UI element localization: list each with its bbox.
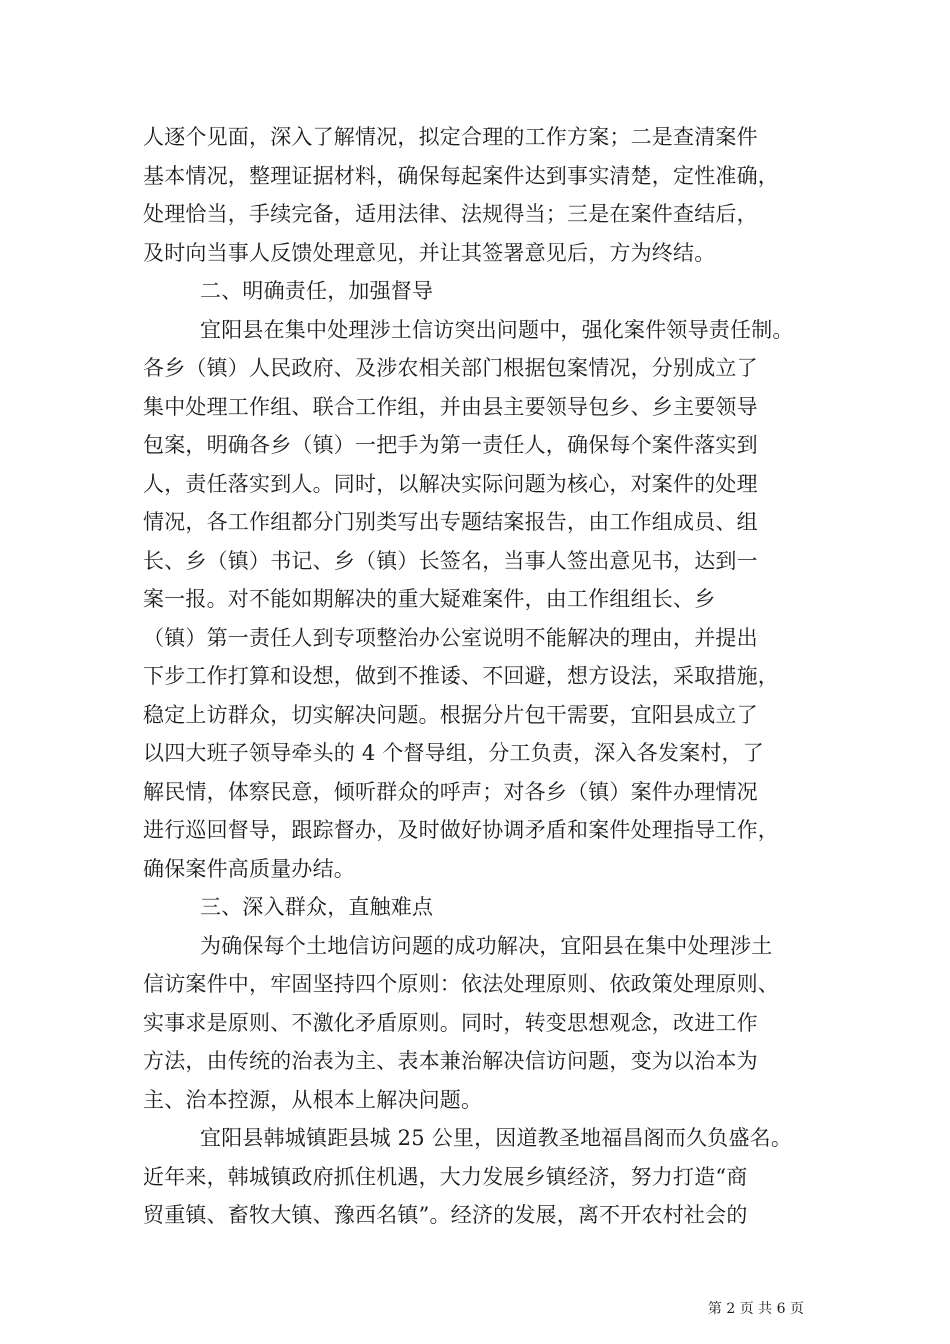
paragraph-first-line: 三、深入群众，直触难点 [200,895,434,919]
text-line: 案一报。对不能如期解决的重大疑难案件，由工作组组长、乡 [143,587,716,611]
text-line: 包案，明确各乡（镇）一把手为第一责任人，确保每个案件落实到 [143,433,758,457]
text-line: 各乡（镇）人民政府、及涉农相关部门根据包案情况，分别成立了 [143,356,758,380]
text-line: 人，责任落实到人。同时，以解决实际问题为核心，对案件的处理 [143,471,758,496]
text-line: 集中处理工作组、联合工作组，并由县主要领导包乡、乡主要领导 [143,394,758,419]
paragraph-first-line: 宜阳县在集中处理涉土信访突出问题中，强化案件领导责任制。 [200,317,794,342]
text-line: 下步工作打算和设想，做到不推诿、不回避，想方设法，采取措施， [143,664,779,688]
text-line: 基本情况，整理证据材料，确保每起案件达到事实清楚，定性准确， [143,163,779,188]
text-line: 确保案件高质量办结。 [143,856,355,881]
text-line: 信访案件中，牢固坚持四个原则：依法处理原则、依政策处理原则、 [143,972,779,996]
text-line: 长、乡（镇）书记、乡（镇）长签名，当事人签出意见书，达到一 [143,548,758,573]
text-line: 以四大班子领导牵头的 4 个督导组，分工负责，深入各发案村，了 [143,741,764,765]
text-line: 贸重镇、畜牧大镇、豫西名镇”。经济的发展，离不开农村社会的 [143,1203,748,1227]
text-line: 近年来，韩城镇政府抓住机遇，大力发展乡镇经济，努力打造“商 [143,1164,748,1189]
text-line: 人逐个见面，深入了解情况，拟定合理的工作方案；二是查清案件 [143,125,758,149]
paragraph-first-line: 为确保每个土地信访问题的成功解决，宜阳县在集中处理涉土 [200,933,773,958]
text-line: 解民情，体察民意，倾听群众的呼声；对各乡（镇）案件办理情况 [143,779,758,804]
text-line: 情况，各工作组都分门别类写出专题结案报告，由工作组成员、组 [143,510,758,534]
page-number: 第 2 页 共 6 页 [707,1301,804,1317]
paragraph-first-line: 二、明确责任，加强督导 [200,279,434,303]
text-line: 稳定上访群众，切实解决问题。根据分片包干需要，宜阳县成立了 [143,702,758,727]
text-line: 及时向当事人反馈处理意见，并让其签署意见后，方为终结。 [143,240,716,265]
paragraph-first-line: 宜阳县韩城镇距县城 25 公里，因道教圣地福昌阁而久负盛名。 [200,1126,793,1150]
text-line: （镇）第一责任人到专项整治办公室说明不能解决的理由，并提出 [143,625,758,650]
text-line: 进行巡回督导，跟踪督办，及时做好协调矛盾和案件处理指导工作， [143,818,779,842]
text-line: 主、治本控源，从根本上解决问题。 [143,1087,483,1112]
text-line: 处理恰当，手续完备，适用法律、法规得当；三是在案件查结后， [143,202,758,226]
document-body [143,118,833,1235]
text-line: 实事求是原则、不激化矛盾原则。同时，转变思想观念，改进工作 [143,1010,758,1035]
text-line: 方法，由传统的治表为主、表本兼治解决信访问题，变为以治本为 [143,1049,758,1073]
